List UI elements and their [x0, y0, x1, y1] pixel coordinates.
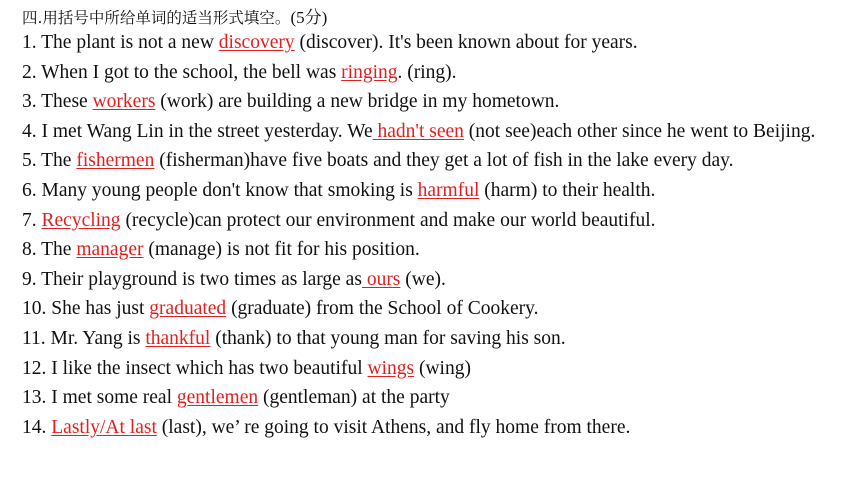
section-score: (5分) — [290, 8, 328, 27]
exercise-item-9 — [22, 269, 852, 290]
item-text-after: (discover). It's been known about for years. — [294, 32, 638, 53]
item-text-before: 3. These — [22, 91, 93, 113]
item-text-after: (last), we’ re going to visit Athens, and fly home from there. — [156, 416, 631, 438]
exercise-item-13 — [22, 387, 852, 408]
item-text-after: (not see)each other since he went to Beijing. — [463, 120, 816, 142]
exercise-item-1 — [22, 32, 852, 53]
exercise-item-3 — [22, 91, 852, 112]
exercise-item-6 — [22, 180, 852, 201]
section-title: 四.用括号中所给单词的适当形式填空。 — [22, 9, 291, 27]
item-text-after: (graduate) from the School of Cookery. — [226, 298, 539, 320]
item-text-before: 2. When I got to the school, the bell was — [22, 61, 342, 83]
answer-blank: fishermen — [76, 150, 155, 172]
exercise-item-7 — [22, 210, 852, 231]
answer-blank: graduated — [149, 298, 227, 320]
answer-blank: ringing — [341, 61, 398, 83]
worksheet-page — [22, 6, 852, 446]
item-text-after: (recycle)can protect our environment and make our world beautiful. — [120, 209, 656, 231]
answer-blank: gentlemen — [176, 387, 259, 409]
item-text-before: 8. The — [22, 239, 77, 261]
item-text-after: (manage) is not fit for his position. — [143, 239, 420, 261]
answer-blank: thankful — [145, 327, 211, 349]
item-text-before: 5. The — [22, 150, 77, 172]
item-text-before: 9. Their playground is two times as large as — [22, 268, 362, 290]
item-text-before: 6. Many young people don't know that smoking is — [22, 179, 418, 201]
exercise-item-12 — [22, 358, 852, 379]
answer-blank: workers — [92, 91, 156, 113]
item-text-after: (harm) to their health. — [479, 179, 656, 201]
item-text-before: 10. She has just — [22, 298, 150, 320]
exercise-item-14 — [22, 417, 852, 438]
answer-blank: manager — [76, 239, 144, 261]
exercise-item-4 — [22, 121, 852, 142]
item-text-after: (thank) to that young man for saving his son. — [210, 327, 566, 349]
item-text-before: 12. I like the insect which has two beautiful — [22, 357, 368, 379]
answer-blank: harmful — [417, 179, 480, 201]
answer-blank: discovery — [218, 32, 295, 53]
item-text-before: 14. — [22, 416, 52, 438]
item-text-before: 7. — [22, 209, 42, 231]
item-text-after: (we). — [400, 268, 446, 290]
answer-blank: hadn't seen — [372, 120, 464, 142]
answer-blank: Lastly/At last — [51, 416, 157, 438]
item-text-after: (fisherman)have five boats and they get a lot of fish in the lake every day. — [154, 150, 734, 172]
item-text-after: (gentleman) at the party — [258, 387, 450, 409]
item-text-after: (work) are building a new bridge in my hometown. — [155, 91, 560, 113]
answer-blank: Recycling — [41, 209, 121, 231]
answer-blank: wings — [367, 357, 415, 379]
item-text-before: 1. The plant is not a new — [22, 32, 219, 53]
item-text-before: 11. Mr. Yang is — [22, 327, 146, 349]
item-text-before: 13. I met some real — [22, 387, 177, 409]
exercise-item-11 — [22, 328, 852, 349]
exercise-item-2 — [22, 62, 852, 83]
item-text-after: (wing) — [414, 357, 471, 379]
answer-blank: ours — [361, 268, 401, 290]
section-heading — [22, 6, 852, 32]
exercise-item-10 — [22, 298, 852, 319]
item-text-after: . (ring). — [397, 61, 457, 83]
exercise-item-5 — [22, 150, 852, 171]
item-text-before: 4. I met Wang Lin in the street yesterday. We — [22, 120, 373, 142]
exercise-item-8 — [22, 239, 852, 260]
